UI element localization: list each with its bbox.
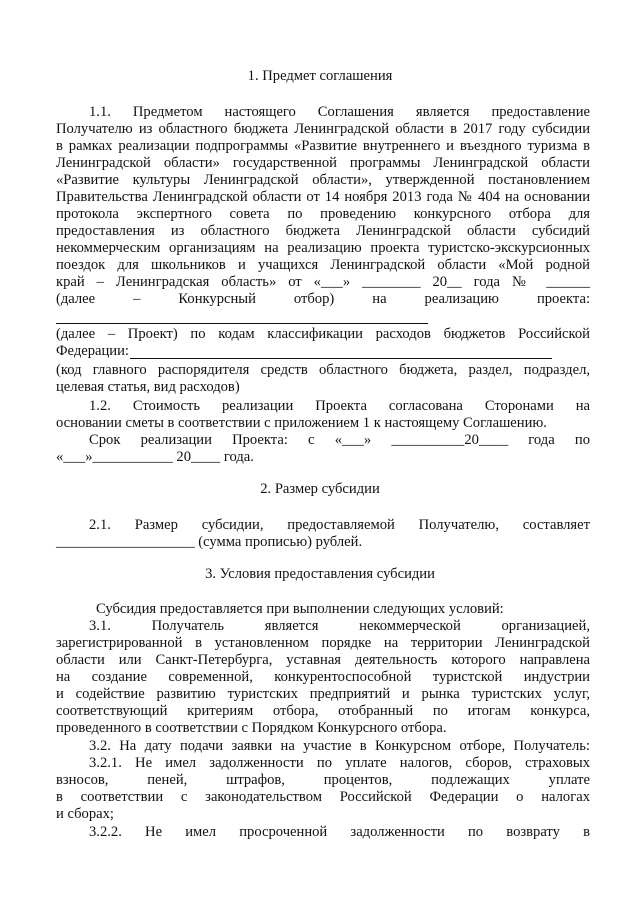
- paragraph-1-1-line: Правительства Ленинградской области от 14 ноября 2013 года № 404 на основании: [56, 189, 590, 205]
- paragraph-1-1-line: в рамках реализации подпрограммы «Развитие внутреннего и въездного туризма в: [56, 138, 590, 154]
- paragraph-3-1-line: области или Санкт-Петербурга, уставная деятельность которого направлена: [56, 652, 590, 668]
- paragraph-3-2-1-line: 3.2.1. Не имел задолженности по уплате налогов, сборов, страховых: [89, 755, 590, 771]
- paragraph-1-2-line: 1.2. Стоимость реализации Проекта согласована Сторонами на: [89, 398, 590, 414]
- paragraph-1-2-line: основании сметы в соответствии с приложением 1 к настоящему Соглашению.: [56, 415, 547, 431]
- paragraph-3-2-1-line: в соответствии с законодательством Российской Федерации о налогах: [56, 789, 590, 805]
- paragraph-1-1-line: (код главного распорядителя средств областного бюджета, раздел, подраздел,: [56, 362, 590, 378]
- paragraph-3-1-line: соответствующий критериям отбора, отобранный по итогам конкурса,: [56, 703, 590, 719]
- paragraph-1-2-line: «___»___________ 20____ года.: [56, 449, 254, 465]
- paragraph-2-1-line: ___________________ (сумма прописью) рублей.: [56, 534, 363, 550]
- paragraph-2-1-line: 2.1. Размер субсидии, предоставляемой Получателю, составляет: [89, 517, 590, 533]
- paragraph-1-1-line: Федерации:: [56, 343, 129, 359]
- paragraph-1-1-line: протокола экспертного совета по проведению конкурсного отбора для: [56, 206, 590, 222]
- paragraph-3-2-line: 3.2. На дату подачи заявки на участие в Конкурсном отборе, Получатель:: [89, 738, 590, 754]
- paragraph-3-2-2-line: 3.2.2. Не имел просроченной задолженности по возврату в: [89, 824, 590, 840]
- paragraph-1-1-line: поездок для школьников и учащихся Ленинградской области «Мой родной: [56, 257, 590, 273]
- paragraph-1-1-line: Ленинградской области» государственной программы Ленинградской области: [56, 155, 590, 171]
- paragraph-1-1-line: 1.1. Предметом настоящего Соглашения является предоставление: [89, 104, 590, 120]
- section-2-heading: 2. Размер субсидии: [260, 481, 380, 497]
- paragraph-1-1-line: (далее – Проект) по кодам классификации расходов бюджетов Российской: [56, 326, 590, 342]
- paragraph-3-1-line: и содействие развитию туристских предприятий и рынка туристских услуг,: [56, 686, 590, 702]
- project-name-blank-line: [56, 323, 428, 324]
- paragraph-3-1-line: проведенного в соответствии с Порядком Конкурсного отбора.: [56, 720, 447, 736]
- paragraph-3-2-1-line: и сборах;: [56, 806, 114, 822]
- paragraph-3-1-line: 3.1. Получатель является некоммерческой организацией,: [89, 618, 590, 634]
- paragraph-3-1-line: на создание современной, конкурентоспособной туристской индустрии: [56, 669, 590, 685]
- paragraph-1-2-line: Срок реализации Проекта: с «___» __________20____ года по: [89, 432, 590, 448]
- paragraph-1-1-line: (далее – Конкурсный отбор) на реализацию проекта:: [56, 291, 590, 307]
- section-1-heading: 1. Предмет соглашения: [247, 68, 393, 84]
- section-3-intro: Субсидия предоставляется при выполнении следующих условий:: [96, 601, 504, 617]
- paragraph-1-1-line: предоставления из областного бюджета Ленинградской области субсидий: [56, 223, 590, 239]
- paragraph-3-1-line: зарегистрированной в установленном порядке на территории Ленинградской: [56, 635, 590, 651]
- section-3-heading: 3. Условия предоставления субсидии: [205, 566, 435, 582]
- paragraph-1-1-line: Получателю из областного бюджета Ленинградской области в 2017 году субсидии: [56, 121, 590, 137]
- paragraph-3-2-1-line: взносов, пеней, штрафов, процентов, подлежащих уплате: [56, 772, 590, 788]
- budget-code-blank-line: [130, 358, 552, 359]
- paragraph-1-1-line: целевая статья, вид расходов): [56, 379, 240, 395]
- paragraph-1-1-line: «Развитие культуры Ленинградской области», утвержденной постановлением: [56, 172, 590, 188]
- paragraph-1-1-line: край – Ленинградская область» от «___» ________ 20__ года № ______: [56, 274, 590, 290]
- paragraph-1-1-line: некоммерческим организациям на реализацию проекта туристско-экскурсионных: [56, 240, 590, 256]
